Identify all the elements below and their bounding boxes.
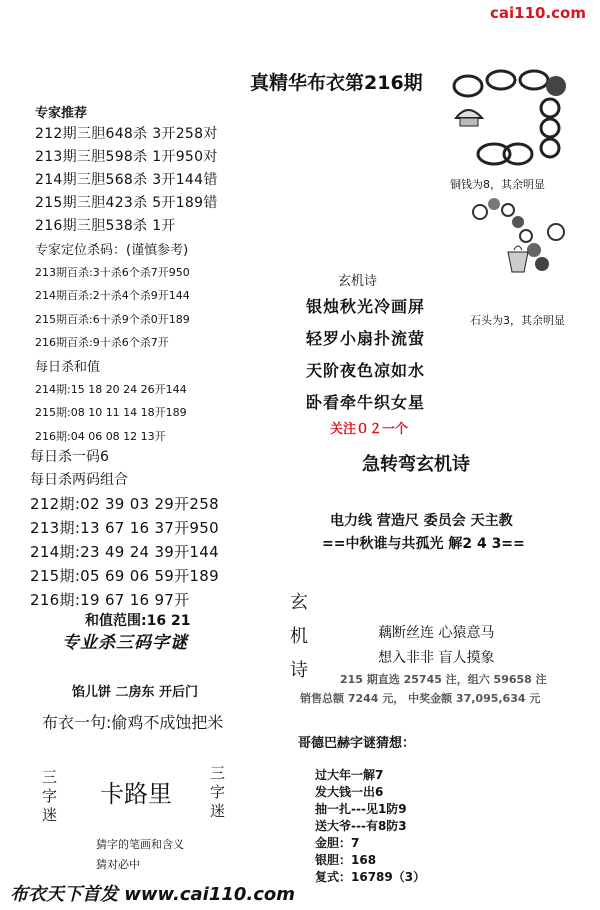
guess-note: 猜对必中	[96, 858, 140, 871]
sanzimi-left: 三 字 迷	[42, 768, 58, 824]
lottery-stats-2: 销售总额 7244 元， 中奖金额 37,095,634 元	[300, 692, 541, 705]
poem-line: 天阶夜色凉如水	[306, 361, 426, 380]
expert-line: 216期三胆538杀 1开	[35, 218, 176, 234]
position-kill-line: 214期百杀:2十杀4个杀9开144	[35, 289, 190, 302]
poem-line: 卧看牵牛织女星	[306, 393, 426, 412]
poem-header: 玄机诗	[338, 274, 378, 289]
goethe-line: 银胆：168	[315, 853, 377, 867]
sum-range: 和值范围:16 21	[85, 613, 191, 629]
xuanjishi-char: 机	[290, 626, 308, 647]
goethe-line: 金胆：7	[315, 836, 360, 850]
brand-url[interactable]: cai110.com	[490, 4, 586, 22]
xuanjishi-char: 诗	[290, 660, 308, 681]
coins-picture-icon	[446, 66, 576, 176]
daily-pair-line: 214期:23 49 24 39开144	[30, 543, 219, 561]
stones-picture-icon	[470, 192, 575, 292]
poem-line: 银烛秋光冷画屏	[306, 297, 426, 316]
idiom-line: 想入非非 盲人摸象	[378, 650, 495, 666]
lottery-stats-1: 215 期直选 25745 注，组六 59658 注	[340, 673, 547, 686]
daily-pair-line: 212期:02 39 03 29开258	[30, 495, 219, 513]
pic-caption-2: 石头为3，其余明显	[470, 314, 565, 327]
position-kill-line: 213期百杀:3十杀6个杀7开950	[35, 266, 190, 279]
poem-line: 轻罗小扇扑流萤	[306, 329, 426, 348]
goethe-line: 送大爷---有8防3	[315, 819, 407, 833]
goethe-line: 过大年一解7	[315, 768, 384, 782]
sanzimi-right: 三 字 迷	[210, 764, 226, 820]
expert-header: 专家推荐	[35, 106, 88, 121]
buyi-line: 布衣一句:偷鸡不成蚀把米	[42, 713, 224, 732]
guess-note: 猜字的笔画和含义	[96, 838, 184, 851]
daily-sum-line: 214期:15 18 20 24 26开144	[35, 383, 187, 396]
xuanjishi-char: 玄	[290, 592, 308, 613]
daily-sum-line: 215期:08 10 11 14 18开189	[35, 406, 187, 419]
expert-line: 213期三胆598杀 1开950对	[35, 149, 218, 165]
riddle-line-2: ==中秋谁与共孤光 解2 4 3==	[322, 536, 525, 552]
riddle-row: 馅儿饼 二房东 开后门	[72, 685, 199, 700]
turn-title: 急转弯玄机诗	[362, 454, 470, 475]
pro-kill-title: 专业杀三码字谜	[62, 633, 188, 653]
position-kill-line: 216期百杀:9十杀6个杀7开	[35, 336, 169, 349]
goethe-line: 发大钱一出6	[315, 785, 384, 799]
position-kill-header: 专家定位杀码：(谨慎参考)	[35, 243, 189, 258]
daily-sum-header: 每日杀和值	[35, 360, 101, 375]
goethe-line: 抽一扎---见1防9	[315, 802, 407, 816]
daily-one-code: 每日杀一码6	[30, 449, 109, 465]
pic-caption-1: 铜钱为8，其余明显	[450, 178, 545, 191]
position-kill-line: 215期百杀:6十杀9个杀0开189	[35, 313, 190, 326]
footer-banner: 布衣天下首发 www.cai110.com	[10, 884, 296, 905]
expert-line: 212期三胆648杀 3开258对	[35, 126, 218, 142]
goethe-line: 复式：16789（3）	[315, 870, 426, 884]
daily-pair-header: 每日杀两码组合	[30, 472, 128, 488]
daily-pair-line: 216期:19 67 16 97开	[30, 591, 190, 609]
daily-pair-line: 213期:13 67 16 37开950	[30, 519, 219, 537]
calorie-text: 卡路里	[100, 780, 172, 808]
expert-line: 215期三胆423杀 5开189错	[35, 195, 218, 211]
attention-note: 关注０２一个	[330, 422, 409, 437]
riddle-line-1: 电力线 营造尺 委员会 天主教	[330, 513, 513, 529]
daily-pair-line: 215期:05 69 06 59开189	[30, 567, 219, 585]
expert-line: 214期三胆568杀 3开144错	[35, 172, 218, 188]
daily-sum-line: 216期:04 06 08 12 13开	[35, 430, 166, 443]
idiom-line: 藕断丝连 心猿意马	[378, 625, 495, 641]
goethe-header: 哥德巴赫字谜猜想：	[298, 736, 416, 751]
page-title: 真精华布衣第216期	[250, 72, 423, 94]
